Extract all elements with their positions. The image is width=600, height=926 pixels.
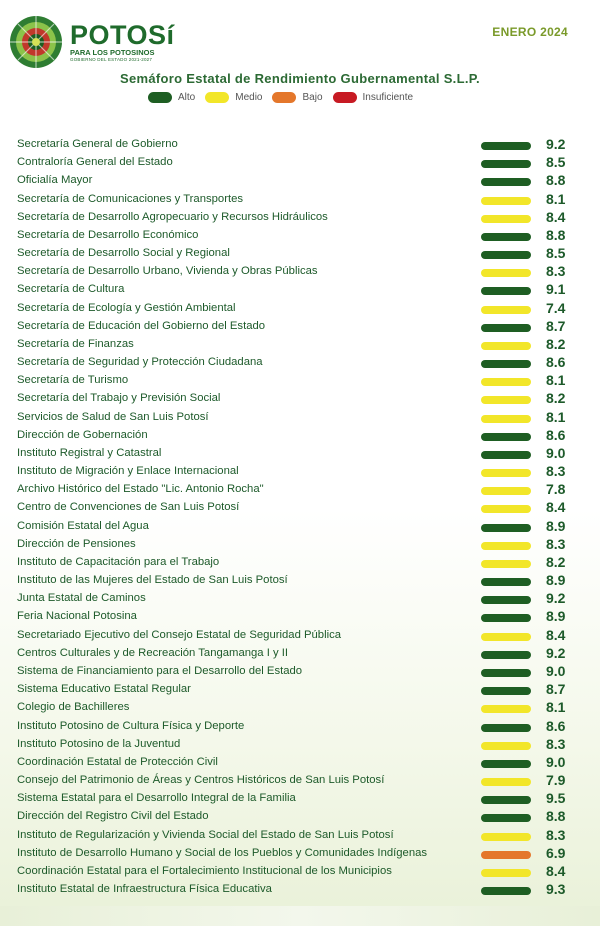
agency-row: [0, 427, 600, 445]
legend-label: Bajo: [302, 92, 323, 103]
legend-item: [148, 92, 195, 103]
agency-row: [0, 209, 600, 227]
agency-row: [0, 499, 600, 517]
agency-row: [0, 409, 600, 427]
performance-indicator-bar: [481, 724, 531, 732]
agency-score: 7.9: [546, 772, 566, 789]
agency-score: 8.3: [546, 535, 566, 552]
agency-name: Feria Nacional Potosina: [17, 610, 137, 623]
performance-indicator-bar: [481, 469, 531, 477]
agency-row: [0, 699, 600, 717]
agency-score: 8.3: [546, 826, 566, 843]
agency-row: [0, 808, 600, 826]
brand-block: [70, 22, 175, 63]
agency-row: [0, 608, 600, 626]
legend-swatch: [272, 92, 296, 103]
performance-indicator-bar: [481, 342, 531, 350]
agency-row: [0, 281, 600, 299]
performance-indicator-bar: [481, 233, 531, 241]
performance-indicator-bar: [481, 851, 531, 859]
agency-name: Instituto de Capacitación para el Trabajo: [17, 555, 220, 568]
agency-name: Secretaría de Comunicaciones y Transportes: [17, 192, 244, 205]
agency-name: Secretaría de Seguridad y Protección Ciudadana: [17, 356, 263, 369]
agency-row: [0, 790, 600, 808]
agency-score: 8.1: [546, 190, 566, 207]
legend: [148, 92, 413, 103]
agency-row: [0, 627, 600, 645]
agency-score: 9.0: [546, 753, 566, 770]
agency-name: Secretaría de Educación del Gobierno del Estado: [17, 319, 266, 332]
agency-name: Dirección de Pensiones: [17, 537, 136, 550]
legend-label: Insuficiente: [362, 92, 414, 103]
agency-row: [0, 518, 600, 536]
performance-indicator-bar: [481, 487, 531, 495]
agency-name: Secretaría de Finanzas: [17, 337, 134, 350]
agency-row: [0, 572, 600, 590]
performance-indicator-bar: [481, 760, 531, 768]
agency-row: [0, 554, 600, 572]
agency-row: [0, 772, 600, 790]
legend-swatch: [148, 92, 172, 103]
agency-list: [0, 136, 600, 899]
agency-name: Coordinación Estatal para el Fortalecimiento Institucional de los Municipios: [17, 864, 392, 877]
agency-row: [0, 245, 600, 263]
agency-score: 8.9: [546, 608, 566, 625]
agency-row: [0, 227, 600, 245]
agency-row: [0, 136, 600, 154]
agency-row: [0, 718, 600, 736]
agency-row: [0, 645, 600, 663]
agency-row: [0, 172, 600, 190]
legend-label: Alto: [178, 92, 196, 103]
performance-indicator-bar: [481, 542, 531, 550]
agency-row: [0, 663, 600, 681]
agency-name: Dirección del Registro Civil del Estado: [17, 810, 209, 823]
agency-score: 8.8: [546, 172, 566, 189]
agency-score: 8.6: [546, 717, 566, 734]
performance-indicator-bar: [481, 796, 531, 804]
performance-indicator-bar: [481, 578, 531, 586]
performance-indicator-bar: [481, 560, 531, 568]
agency-row: [0, 827, 600, 845]
agency-name: Archivo Histórico del Estado "Lic. Antonio Rocha": [17, 483, 264, 496]
agency-row: [0, 336, 600, 354]
legend-label: Medio: [235, 92, 263, 103]
agency-score: 8.3: [546, 735, 566, 752]
agency-name: Secretariado Ejecutivo del Consejo Estatal de Seguridad Pública: [17, 628, 342, 641]
agency-name: Sistema Estatal para el Desarrollo Integral de la Familia: [17, 792, 296, 805]
performance-indicator-bar: [481, 415, 531, 423]
agency-name: Junta Estatal de Caminos: [17, 592, 146, 605]
agency-score: 8.3: [546, 463, 566, 480]
agency-score: 8.1: [546, 699, 566, 716]
agency-row: [0, 736, 600, 754]
performance-indicator-bar: [481, 215, 531, 223]
agency-score: 9.5: [546, 790, 566, 807]
agency-name: Secretaría de Ecología y Gestión Ambiental: [17, 301, 236, 314]
agency-row: [0, 300, 600, 318]
agency-row: [0, 681, 600, 699]
agency-score: 8.8: [546, 226, 566, 243]
agency-score: 9.2: [546, 644, 566, 661]
performance-indicator-bar: [481, 833, 531, 841]
performance-indicator-bar: [481, 614, 531, 622]
agency-row: [0, 354, 600, 372]
performance-indicator-bar: [481, 869, 531, 877]
agency-name: Dirección de Gobernación: [17, 428, 148, 441]
agency-score: 7.8: [546, 481, 566, 498]
agency-name: Secretaría de Desarrollo Urbano, Vivienda y Obras Públicas: [17, 265, 318, 278]
agency-row: [0, 536, 600, 554]
agency-score: 9.2: [546, 136, 566, 152]
legend-swatch: [205, 92, 229, 103]
performance-indicator-bar: [481, 596, 531, 604]
agency-row: [0, 754, 600, 772]
agency-row: [0, 481, 600, 499]
agency-score: 8.1: [546, 372, 566, 389]
agency-name: Centro de Convenciones de San Luis Potosí: [17, 501, 240, 514]
legend-item: [333, 92, 414, 103]
agency-score: 8.4: [546, 862, 566, 879]
agency-score: 8.2: [546, 553, 566, 570]
agency-score: 8.7: [546, 681, 566, 698]
agency-name: Instituto Registral y Catastral: [17, 446, 162, 459]
performance-indicator-bar: [481, 705, 531, 713]
agency-score: 8.4: [546, 499, 566, 516]
agency-score: 8.4: [546, 208, 566, 225]
agency-row: [0, 463, 600, 481]
agency-row: [0, 372, 600, 390]
agency-score: 7.4: [546, 299, 566, 316]
performance-indicator-bar: [481, 524, 531, 532]
agency-name: Instituto Potosino de la Juventud: [17, 737, 181, 750]
performance-indicator-bar: [481, 142, 531, 150]
agency-name: Secretaría General de Gobierno: [17, 138, 178, 150]
agency-row: [0, 263, 600, 281]
performance-indicator-bar: [481, 306, 531, 314]
agency-name: Centros Culturales y de Recreación Tangamanga I y II: [17, 646, 289, 659]
performance-indicator-bar: [481, 778, 531, 786]
agency-score: 8.5: [546, 245, 566, 262]
performance-indicator-bar: [481, 197, 531, 205]
agency-row: [0, 154, 600, 172]
agency-name: Instituto de Regularización y Vivienda Social del Estado de San Luis Potosí: [17, 828, 394, 841]
performance-indicator-bar: [481, 505, 531, 513]
agency-name: Comisión Estatal del Agua: [17, 519, 149, 532]
agency-name: Coordinación Estatal de Protección Civil: [17, 755, 218, 768]
agency-score: 9.2: [546, 590, 566, 607]
agency-score: 8.2: [546, 335, 566, 352]
agency-row: [0, 881, 600, 899]
agency-score: 8.9: [546, 517, 566, 534]
report-date: ENERO 2024: [492, 25, 568, 39]
agency-name: Secretaría del Trabajo y Previsión Social: [17, 392, 221, 405]
performance-indicator-bar: [481, 178, 531, 186]
agency-name: Secretaría de Turismo: [17, 374, 129, 387]
agency-row: [0, 590, 600, 608]
agency-score: 8.3: [546, 263, 566, 280]
performance-indicator-bar: [481, 669, 531, 677]
agency-name: Servicios de Salud de San Luis Potosí: [17, 410, 209, 423]
performance-indicator-bar: [481, 451, 531, 459]
performance-indicator-bar: [481, 433, 531, 441]
agency-name: Sistema Educativo Estatal Regular: [17, 683, 191, 696]
agency-score: 6.9: [546, 844, 566, 861]
agency-row: [0, 318, 600, 336]
brand-title: POTOSí: [70, 20, 175, 50]
agency-name: Secretaría de Desarrollo Económico: [17, 228, 199, 241]
agency-score: 8.6: [546, 426, 566, 443]
performance-indicator-bar: [481, 269, 531, 277]
performance-indicator-bar: [481, 396, 531, 404]
performance-indicator-bar: [481, 814, 531, 822]
legend-swatch: [333, 92, 357, 103]
agency-name: Colegio de Bachilleres: [17, 701, 130, 714]
agency-score: 8.1: [546, 408, 566, 425]
agency-score: 8.4: [546, 626, 566, 643]
agency-name: Secretaría de Desarrollo Agropecuario y Recursos Hidráulicos: [17, 210, 328, 223]
agency-name: Secretaría de Cultura: [17, 283, 125, 296]
agency-score: 8.5: [546, 154, 566, 171]
agency-score: 8.6: [546, 354, 566, 371]
performance-indicator-bar: [481, 360, 531, 368]
document-title: Semáforo Estatal de Rendimiento Gubernamental S.L.P.: [120, 71, 480, 86]
performance-indicator-bar: [481, 251, 531, 259]
agency-score: 8.9: [546, 572, 566, 589]
performance-indicator-bar: [481, 742, 531, 750]
performance-indicator-bar: [481, 287, 531, 295]
agency-name: Secretaría de Desarrollo Social y Regional: [17, 247, 230, 260]
performance-indicator-bar: [481, 633, 531, 641]
agency-score: 8.2: [546, 390, 566, 407]
agency-name: Instituto Potosino de Cultura Física y Deporte: [17, 719, 245, 732]
legend-item: [272, 92, 322, 103]
agency-row: [0, 845, 600, 863]
agency-name: Sistema de Financiamiento para el Desarrollo del Estado: [17, 664, 303, 677]
agency-name: Instituto de las Mujeres del Estado de San Luis Potosí: [17, 574, 288, 587]
brand-subtitle: PARA LOS POTOSINOS: [70, 48, 155, 57]
agency-score: 8.8: [546, 808, 566, 825]
agency-score: 9.1: [546, 281, 566, 298]
agency-name: Contraloría General del Estado: [17, 156, 173, 169]
agency-row: [0, 390, 600, 408]
brand-subtitle-government: GOBIERNO DEL ESTADO 2021-2027: [70, 57, 153, 62]
footer-decoration: [0, 906, 600, 926]
agency-name: Oficialía Mayor: [17, 174, 93, 187]
agency-row: [0, 191, 600, 209]
agency-name: Consejo del Patrimonio de Áreas y Centros Históricos de San Luis Potosí: [17, 774, 385, 787]
agency-score: 9.0: [546, 444, 566, 461]
agency-score: 9.0: [546, 662, 566, 679]
performance-indicator-bar: [481, 887, 531, 895]
agency-row: [0, 863, 600, 881]
performance-indicator-bar: [481, 651, 531, 659]
performance-indicator-bar: [481, 160, 531, 168]
legend-item: [205, 92, 262, 103]
agency-row: [0, 445, 600, 463]
agency-score: 8.7: [546, 317, 566, 334]
performance-indicator-bar: [481, 378, 531, 386]
performance-indicator-bar: [481, 687, 531, 695]
performance-indicator-bar: [481, 324, 531, 332]
agency-score: 9.3: [546, 881, 566, 898]
state-logo-icon: [8, 14, 64, 70]
agency-name: Instituto de Desarrollo Humano y Social de los Pueblos y Comunidades Indígenas: [17, 846, 428, 859]
agency-name: Instituto Estatal de Infraestructura Física Educativa: [17, 883, 272, 896]
agency-name: Instituto de Migración y Enlace Internacional: [17, 465, 239, 478]
header: [0, 0, 600, 135]
